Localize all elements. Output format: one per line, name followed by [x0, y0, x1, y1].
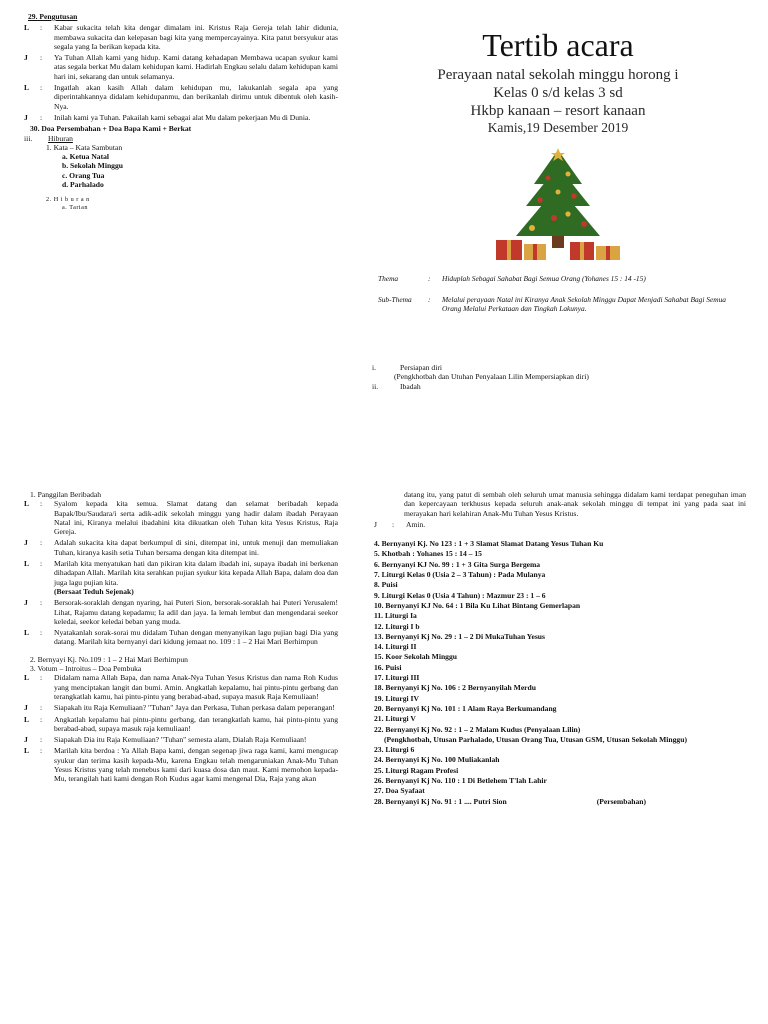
reading-row: L : Ingatlah akan kasih Allah dalam kehidupan mu, lakukanlah segala apa yang diperintahkannya didalam kehidupanmu, dan berikanlah dirimu untuk dibentuk oleh kasih-Nya.: [24, 83, 338, 111]
subtheme-label: Sub-Thema: [378, 295, 412, 304]
kata-sambutan-heading: 1. Kata – Kata Sambutan: [46, 142, 123, 152]
hiburan-label: Hiburan: [48, 133, 73, 143]
theme-text: Hiduplah Sebagai Sahabat Bagi Semua Orang (Yohanes 15 : 14 -15): [442, 274, 646, 283]
subtheme-text: Melalui perayaan Natal ini Kiranya Anak Sekolah Minggu Dapat Menjadi Sahabat Bagi Semua Orang Melalui Perkataan dan Tingkah Lakunya.: [442, 295, 726, 313]
reading-text: Nyatakanlah sorak-sorai mu didalam Tuhan dengan menyanyikan lagu pujian bagi Dia yang datang. Marilah kita bernyanyi dari kidung jemaat no. 109 : 1 – 2 Hai Mari Berhimpun: [54, 628, 338, 647]
program-item: 28. Bernyanyi Kj No. 91 : 1 .... Putri Sion (Persembahan): [374, 796, 647, 806]
reading-text: Didalam nama Allah Bapa, dan nama Anak-Nya Tuhan Yesus Kristus dan nama Roh Kudus yang menciptakan langit dan bumi. Amin. Angkatlah kepalamu, hai pintu-pintu gerbang dan terangkatlah kamu, hai pintu-pintu yang berabad-abad, supaya masuk Raja Kemuliaan!: [54, 673, 338, 701]
reading-row: L : Nyatakanlah sorak-sorai mu didalam Tuhan dengan menyanyikan lagu pujian bagi Dia yang datang. Marilah kita bernyanyi dari kidung jemaat no. 109 : 1 – 2 Hai Mari Berhimpun: [24, 628, 338, 647]
reading-row: L : Marilah kita menyatukan hati dan pikiran kita dalam ibadah ini, supaya ibadah ini berkenan dihadapan Allah. Marilah kita serahkan pujian syukur kita kepada Allah Bapa, dalam doa dan juga lagu pujian kita. (Bersaat Teduh Sejenak): [24, 559, 338, 596]
program-item: 26. Bernyanyi Kj No. 110 : 1 Di Betlehem T'lah Lahir: [374, 776, 547, 786]
reading-text: Kabar sukacita telah kita dengar dimalam ini. Kristus Raja Gereja telah lahir didunia, membawa sukacita dan kelepasan bagi kita yang mempercayainya. Kita patut bersyukur atas segala yang Ia berikan kepada kita.: [54, 23, 338, 51]
reading-row: L : Marilah kita berdoa : Ya Allah Bapa kami, dengan segenap jiwa raga kami, kami mengucap syukur dan terima kasih kepada-Mu, karena Engkau telah mengaruniakan Anak-Mu Tuhan Yesus Kristus yang telah menebus kami dari kuasa dosa dan maut. Kami memohon kepada-Mu, terangilah hati kami dengan Roh Kudus agar kami mengenal Dia, Raja yang akan: [24, 746, 338, 784]
closing-section: [24, 12, 338, 212]
speaker-label: L: [24, 23, 30, 33]
sambutan-item: d. Parhalado: [62, 180, 104, 190]
program-item: 19. Liturgi IV: [374, 693, 419, 703]
class-range: Kelas 0 s/d kelas 3 sd: [493, 85, 623, 101]
program-item: 15. Koor Sekolah Minggu: [374, 652, 457, 662]
reading-row: J : Ya Tuhan Allah kami yang hidup. Kami datang kehadapan Membawa ucapan syukur kami atas segala berkat Mu dalam kehidupan kami. Hadirlah Engkau selalu dalam kehidupan kami hari ini, sekarang dan untuk selamanya.: [24, 53, 338, 81]
reading-text: Angkatlah kepalamu hai pintu-pintu gerbang, dan terangkatlah kamu, hai pintu-pintu yang berabad-abad, supaya masuk raja kemuliaan!: [54, 714, 338, 733]
reading-text: Bersorak-soraklah dengan nyaring, hai Puteri Sion, bersorak-soraklah hai Puteri Yerusalem! Lihat, Rajamu datang kepadamu; Ia adil dan jaya. Ia lemah lembut dan mengendarai seekor keledai, seekor keledai beban yang muda.: [54, 598, 338, 626]
speaker-label: L: [24, 746, 30, 756]
reading-text: Inilah kami ya Tuhan. Pakailah kami sebagai alat Mu dalam pekerjaan Mu di Dunia.: [54, 112, 311, 122]
speaker-label: J: [24, 735, 28, 745]
event-date: Kamis,19 Desember 2019: [487, 120, 629, 135]
program-item: 7. Liturgi Kelas 0 (Usia 2 – 3 Tahun) : Pada Mulanya: [374, 570, 546, 580]
hiburan-2-item: a. Tarian: [62, 203, 88, 211]
speaker-label: L: [24, 499, 30, 509]
reading-row: J : Siapakah Dia itu Raja Kemuliaan? "Tuhan" semesta alam, Dialah Raja Kemuliaan!: [24, 735, 338, 744]
prep-label: Persiapan diri: [400, 363, 442, 372]
church-name: Hkbp kanaan – resort kanaan: [470, 103, 646, 119]
speaker-label: L: [24, 673, 30, 683]
sambutan-item: b. Sekolah Minggu: [62, 161, 123, 171]
program-item: 6. Bernyanyi KJ No. 99 : 1 + 3 Gita Surga Bergema: [374, 559, 541, 569]
program-item: 12. Liturgi I b: [374, 621, 420, 631]
item-29-heading: 29. Pengutusan: [28, 12, 78, 21]
reading-text: Syalom kepada kita semua. Slamat datang dan selamat beribadah kepada Bapak/Ibu/Saudara/i serta adik-adik sekolah minggu yang hadir dalam ibadah Perayaan Natal ini, Kiranya melalui ibadahini kita dikuatkan oleh Tuhan kita Yesus Kristus, Raja Gereja.: [54, 499, 338, 537]
prayer-continuation: datang itu, yang patut di sembah oleh seluruh umat manusia sehingga didalam kami terdapat peneguhan iman dan kepercayaan terkhusus kepada seluruh anak-anak sekolah minggu di tempat ini yang pada saat ini merayakan hari kelahiran Anak-Mu Tuhan Yesus Kristus.: [404, 490, 746, 518]
reading-row: J : Inilah kami ya Tuhan. Pakailah kami sebagai alat Mu dalam pekerjaan Mu di Dunia.: [24, 113, 338, 122]
speaker-label: J: [24, 538, 28, 548]
program-item: 18. Bernyanyi Kj No. 106 : 2 Bernyanyilah Merdu: [374, 683, 537, 693]
program-item: 22. Bernyanyi Kj No. 92 : 1 – 2 Malam Kudus (Penyalaan Lilin): [374, 724, 581, 734]
reading-text: Ya Tuhan Allah kami yang hidup. Kami datang kehadapan Membawa ucapan syukur kami atas segala berkat Mu dalam kehidupan kami. Hadirlah Engkau selalu dalam kehidupan kami hari ini, sekarang dan untuk selamanya.: [54, 53, 338, 81]
speaker-label: L: [24, 559, 30, 569]
call-to-worship: [24, 499, 338, 646]
event-subtitle: Perayaan natal sekolah minggu horong i: [437, 67, 679, 83]
program-item: 20. Bernyanyi Kj No. 101 : 1 Alam Raya Berkumandang: [374, 703, 557, 713]
program-item: 25. Liturgi Ragam Profesi: [374, 765, 459, 775]
program-item: 17. Liturgi III: [374, 673, 420, 683]
program-item: 4. Bernyanyi Kj. No 123 : 1 + 3 Slamat Slamat Datang Yesus Tuhan Ku: [374, 539, 604, 549]
prep-number: i.: [372, 363, 377, 372]
hiburan-heading: [24, 134, 338, 143]
item-30-heading: 30. Doa Persembahan + Doa Bapa Kami + Berkat: [30, 124, 192, 134]
amin-speaker: J: [374, 519, 377, 529]
page-title: Tertib acara: [482, 27, 634, 63]
program-item: 27. Doa Syafaat: [374, 786, 425, 796]
program-note: (Pengkhotbah, Utusan Parhalado, Utusan Orang Tua, Utusan GSM, Utusan Sekolah Minggu): [384, 734, 687, 744]
reading-row: L : Didalam nama Allah Bapa, dan nama Anak-Nya Tuhan Yesus Kristus dan nama Roh Kudus yang menciptakan langit dan bumi. Amin. Angkatlah kepalamu, hai pintu-pintu gerbang dan terangkatlah kamu, hai pintu-pintu yang berabad-abad, supaya masuk Raja Kemuliaan!: [24, 673, 338, 701]
preparation-section: [372, 363, 744, 391]
item-2: 2. Bernyayi Kj. No.109 : 1 – 2 Hai Mari Berhimpun: [30, 654, 188, 664]
program-item: 8. Puisi: [374, 580, 398, 590]
responsive-reading: [24, 23, 338, 122]
program-item: 10. Bernyanyi KJ No. 64 : 1 Bila Ku Lihat Bintang Gemerlapan: [374, 600, 581, 610]
reading-text: Siapakah Dia itu Raja Kemuliaan? "Tuhan" semesta alam, Dialah Raja Kemuliaan!: [54, 735, 307, 745]
reading-text: Marilah kita menyatukan hati dan pikiran kita dalam ibadah ini, supaya ibadah ini berkenan dihadapan Allah. Marilah kita serahkan pujian syukur kita kepada Allah Bapa, dalam doa dan juga lagu pujian kita. (Bersaat Teduh Sejenak): [54, 559, 338, 596]
kata-sambutan-list: [62, 152, 338, 189]
item-1-heading: 1. Panggilan Beribadah: [30, 490, 102, 499]
speaker-label: J: [24, 53, 28, 63]
amin-row: J : Amin.: [374, 519, 426, 529]
speaker-label: L: [24, 83, 30, 93]
program-items: [374, 539, 746, 806]
reading-row: L : Syalom kepada kita semua. Slamat datang dan selamat beribadah kepada Bapak/Ibu/Saudara/i serta adik-adik sekolah minggu yang hadir dalam ibadah Perayaan Natal ini, Kiranya melalui ibadahini kita dikuatkan oleh Tuhan kita Yesus Kristus, Raja Gereja.: [24, 499, 338, 537]
program-item: 23. Liturgi 6: [374, 745, 415, 755]
hiburan-2-heading: 2. H i b u r a n: [46, 196, 90, 204]
reading-row: J : Siapakah itu Raja Kemuliaan? "Tuhan" Jaya dan Perkasa, Tuhan perkasa dalam peperangan!: [24, 703, 338, 712]
reading-row: L : Angkatlah kepalamu hai pintu-pintu gerbang, dan terangkatlah kamu, hai pintu-pintu yang berabad-abad, supaya masuk raja kemuliaan!: [24, 714, 338, 733]
theme-row: Thema : Hiduplah Sebagai Sahabat Bagi Semua Orang (Yohanes 15 : 14 -15): [372, 274, 744, 283]
item-3: 3. Votum – Introitus – Doa Pembuka: [30, 664, 142, 674]
cover-page: [372, 28, 744, 391]
program-item: 13. Bernyanyi Kj No. 29 : 1 – 2 Di MukaTuhan Yesus: [374, 631, 545, 641]
hiburan-number: iii.: [24, 133, 33, 143]
reading-row: J : Adalah sukacita kita dapat berkumpul di sini, ditempat ini, untuk menuji dan memuliakan Tuhan, kiranya kasih setia Tuhan bersama dengan kita ditempat ini.: [24, 538, 338, 557]
ibadah-number: ii.: [372, 381, 379, 391]
speaker-label: J: [24, 598, 28, 608]
program-list: [374, 490, 746, 807]
reading-text: Ingatlah akan kasih Allah dalam kehidupan mu, lakukanlah segala apa yang diperintahkannya didalam kehidupanmu, dan berikanlah dirimu untuk dibentuk oleh kasih-Nya.: [54, 83, 338, 111]
amin-text: Amin.: [406, 519, 426, 529]
christmas-tree-image: [488, 144, 628, 264]
theme-label: Thema: [378, 274, 399, 283]
reading-text: Marilah kita berdoa : Ya Allah Bapa kami, dengan segenap jiwa raga kami, kami mengucap syukur dan terima kasih kepada-Mu, karena Engkau telah mengaruniakan Anak-Mu Tuhan Yesus Kristus yang telah menebus kami dari kuasa dosa dan maut. Kami memohon kepada-Mu, terangilah hati kami dengan Roh Kudus agar kami mengenal Dia, Raja yang akan: [54, 746, 338, 784]
program-item: 11. Liturgi Ia: [374, 611, 417, 621]
speaker-label: J: [24, 112, 28, 122]
prep-note: (Pengkhotbah dan Utuhan Penyalaan Lilin Mempersiapkan diri): [394, 372, 589, 382]
speaker-label: L: [24, 628, 30, 638]
reading-row: L : Kabar sukacita telah kita dengar dimalam ini. Kristus Raja Gereja telah lahir didunia, membawa sukacita dan kelepasan bagi kita yang mempercayainya. Kita patut bersyukur atas segala yang Ia berikan kepada kita.: [24, 23, 338, 51]
program-item: 14. Liturgi II: [374, 642, 417, 652]
program-item: 24. Bernyanyi Kj No. 100 Muliakanlah: [374, 755, 500, 765]
votum-reading: [24, 673, 338, 783]
program-item: 5. Khotbah : Yohanes 15 : 14 – 15: [374, 549, 482, 559]
ibadah-label: Ibadah: [400, 381, 421, 391]
reading-note: (Bersaat Teduh Sejenak): [54, 586, 134, 596]
sambutan-item: c. Orang Tua: [62, 170, 105, 180]
program-item: 21. Liturgi V: [374, 714, 416, 724]
speaker-label: J: [24, 703, 28, 713]
reading-text: Adalah sukacita kita dapat berkumpul di sini, ditempat ini, untuk menuji dan memuliakan Tuhan, kiranya kasih setia Tuhan bersama dengan kita ditempat ini.: [54, 538, 338, 557]
sambutan-item: a. Ketua Natal: [62, 152, 110, 162]
speaker-label: L: [24, 714, 30, 724]
reading-row: J : Bersorak-soraklah dengan nyaring, hai Puteri Sion, bersorak-soraklah hai Puteri Yerusalem! Lihat, Rajamu datang kepadamu; Ia adil dan jaya. Ia lemah lembut dan mengendarai seekor keledai, seekor keledai beban yang muda.: [24, 598, 338, 626]
program-note: (Persembahan): [596, 796, 647, 806]
program-item: 16. Puisi: [374, 662, 402, 672]
subtheme-row: Sub-Thema : Melalui perayaan Natal ini Kiranya Anak Sekolah Minggu Dapat Menjadi Sahabat Bagi Semua Orang Melalui Perkataan dan Tingkah Lakunya.: [372, 295, 744, 313]
worship-opening: [24, 490, 338, 786]
reading-text: Siapakah itu Raja Kemuliaan? "Tuhan" Jaya dan Perkasa, Tuhan perkasa dalam peperangan!: [54, 703, 335, 713]
program-item: 9. Liturgi Kelas 0 (Usia 4 Tahun) : Mazmur 23 : 1 – 6: [374, 590, 546, 600]
